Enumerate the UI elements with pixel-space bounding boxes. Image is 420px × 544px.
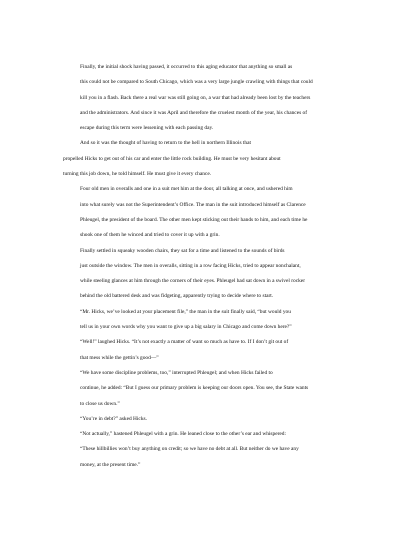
text-line: “You’re in debt?” asked Hicks. bbox=[80, 415, 147, 422]
paragraph bbox=[63, 335, 373, 366]
text-line: Phleugel, the president of the board. The other men kept sticking out their hands to him, and each time he bbox=[80, 216, 308, 223]
text-line: shook one of them he winced and tried to cover it up with a grin. bbox=[80, 232, 220, 239]
text-line: Finally, the initial shock having passed, it occurred to this aging educator that anything so small as bbox=[80, 64, 293, 70]
text-line: “We have some discipline problems, too,” interrupted Phleugel; and when Hicks failed to bbox=[80, 369, 273, 376]
text-line: Finally settled in squeaky wooden chairs, they sat for a time and listened to the sounds of birds bbox=[80, 247, 285, 254]
text-line: “These hillbillies won’t buy anything on credit; so we have no debt at all. But neither do we have any bbox=[80, 446, 299, 453]
paragraph bbox=[63, 366, 373, 412]
text-line: behind the old battered desk and was fidgeting, apparently trying to decide where to start. bbox=[80, 293, 274, 300]
paragraph bbox=[63, 136, 373, 151]
text-line: “Mr. Hicks, we’ve looked at your placement file,” the man in the suit finally said, “but would you bbox=[80, 308, 291, 315]
paragraph bbox=[63, 305, 373, 336]
paragraph bbox=[63, 412, 373, 427]
text-line: “Well!” laughed Hicks. “It’s not exactly a matter of want so much as have to. If I don’t git out of bbox=[80, 339, 289, 346]
text-line: Four old men in overalls and one in a suit met him at the door, all talking at once, and ushered him bbox=[80, 186, 293, 193]
text-line: just outside the window. The men in overalls, sitting in a row facing Hicks, tried to appear nonchalant, bbox=[80, 262, 301, 269]
text-line: that mess while the gettin’s good—” bbox=[80, 354, 159, 361]
text-line: tell us in your own words why you want to give up a big salary in Chicago and come down here?” bbox=[80, 324, 292, 331]
text-line: escape during this term were lessening with each passing day. bbox=[80, 125, 214, 132]
text-line: to close us down.” bbox=[80, 400, 120, 407]
text-line: while steeling glances at him through the corners of their eyes. Phleugel had sat down in a swivel rocker bbox=[80, 278, 305, 285]
text-line: “Not actually,” hastened Phleugel with a grin. He leaned close to the other’s ear and whispered: bbox=[80, 431, 286, 438]
text-line: propelled Hicks to get out of his car and enter the little rock building. He must be very hesitant about bbox=[63, 155, 281, 162]
paragraph bbox=[63, 182, 373, 243]
text-line: And so it was the thought of having to return to the hell in northern Illinois that bbox=[80, 140, 251, 147]
paragraph bbox=[63, 152, 373, 183]
paragraph bbox=[63, 427, 373, 473]
body-text bbox=[63, 60, 373, 473]
text-line: continue, he added: “But I guess our primary problem is keeping our doors open. You see, the State wants bbox=[80, 385, 309, 392]
paragraph bbox=[63, 60, 373, 136]
paragraph bbox=[63, 244, 373, 305]
text-line: this could not be compared to South Chicago, which was a very large jungle crawling with things that could bbox=[80, 79, 313, 86]
text-line: and the administrators. And since it was April and therefore the cruelest month of the year, his chances of bbox=[80, 109, 308, 116]
text-line: turning this job down, he told himself. He must give it every chance. bbox=[63, 171, 212, 178]
text-line: kill you in a flash. Back there a real war was still going on, a war that had already been lost by the teachers bbox=[80, 94, 311, 101]
text-line: money, at the present time.” bbox=[80, 461, 141, 468]
text-line: into what surely was not the Superintendent’s Office. The man in the suit introduced himself as Clarence bbox=[80, 201, 306, 208]
